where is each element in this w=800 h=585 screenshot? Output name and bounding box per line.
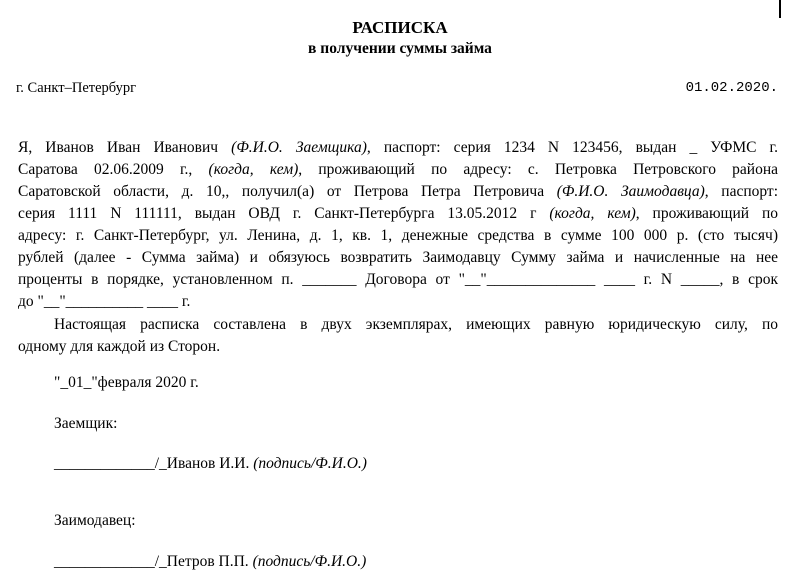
lender-signature-line [54,553,366,571]
copies-paragraph-line: Настоящая расписка составлена в двух экземплярах, имеющих равную юридическую силу, по [54,316,778,333]
body-line: Саратова 02.06.2009 г., (когда, кем), проживающий по адресу: с. Петровка Петровского района [18,161,779,178]
document-title: РАСПИСКА [352,18,448,37]
borrower-signature: _____________/_Иванов И.И. [54,455,254,472]
copies-paragraph [18,314,778,358]
document-subtitle: в получении суммы займа [308,40,492,57]
borrower-label: Заемщик: [54,415,118,432]
body-line: серия 1111 N 111111, выдан ОВД г. Санкт-Петербурга 13.05.2012 г (когда, кем), проживающий по [18,205,778,222]
text-cursor [779,0,781,18]
borrower-signature-line [54,455,367,473]
body-line: до "__"__________ ____ г. [18,293,191,310]
borrower-signature-hint: (подпись/Ф.И.О.) [253,455,367,472]
copies-paragraph-line: одному для каждой из Сторон. [18,338,221,355]
document-date: 01.02.2020. [685,80,778,96]
place-of-signing: г. Санкт–Петербург [16,80,137,96]
body-line: проценты в порядке, установленном п. _______ Договора от "__"______________ ____ г. N _____, в срок [18,271,778,288]
signature-date: "_01_"февраля 2020 г. [54,374,199,391]
lender-label: Заимодавец: [54,512,136,529]
lender-signature-hint: (подпись/Ф.И.О.) [252,553,367,570]
body-line: рублей (далее - Сумма займа) и обязуюсь возвратить Заимодавцу Сумму займа и начисленные на нее [18,249,778,266]
body-line: Я, Иванов Иван Иванович (Ф.И.О. Заемщика), паспорт: серия 1234 N 123456, выдан _ УФМС г. [18,139,778,156]
body-line: Саратовской области, д. 10,, получил(а) от Петрова Петра Петровича (Ф.И.О. Заимодавца), паспорт: [18,183,779,200]
lender-signature: _____________/_Петров П.П. [54,553,253,570]
body-line: адресу: г. Санкт-Петербург, ул. Ленина, д. 1, кв. 1, денежные средства в сумме 100 000 р. (сто тысяч) [18,227,778,244]
